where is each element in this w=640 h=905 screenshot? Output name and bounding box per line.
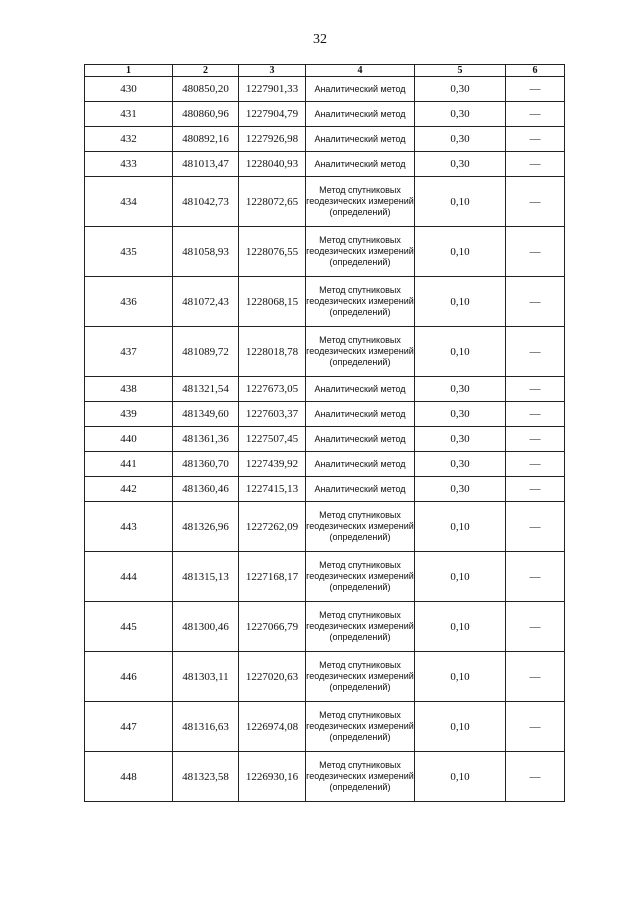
column-header-3: 3 [239, 65, 306, 77]
method-cell: Аналитический метод [306, 127, 415, 152]
table-row [85, 752, 565, 802]
table-row [85, 477, 565, 502]
note-cell: — [506, 402, 565, 427]
method-cell: Аналитический метод [306, 77, 415, 102]
y-coordinate-cell: 1228040,93 [239, 152, 306, 177]
note-cell: — [506, 502, 565, 552]
point-number-cell: 438 [85, 377, 173, 402]
note-cell: — [506, 152, 565, 177]
note-cell: — [506, 427, 565, 452]
method-cell: Аналитический метод [306, 477, 415, 502]
accuracy-cell: 0,10 [415, 502, 506, 552]
accuracy-cell: 0,10 [415, 752, 506, 802]
y-coordinate-cell: 1227020,63 [239, 652, 306, 702]
y-coordinate-cell: 1228072,65 [239, 177, 306, 227]
column-header-1: 1 [85, 65, 173, 77]
point-number-cell: 447 [85, 702, 173, 752]
table-row [85, 502, 565, 552]
accuracy-cell: 0,30 [415, 102, 506, 127]
accuracy-cell: 0,30 [415, 127, 506, 152]
table-row [85, 702, 565, 752]
note-cell: — [506, 77, 565, 102]
method-cell: Метод спутниковых геодезических измерений (определений) [306, 502, 415, 552]
point-number-cell: 437 [85, 327, 173, 377]
method-cell: Метод спутниковых геодезических измерений (определений) [306, 177, 415, 227]
point-number-cell: 435 [85, 227, 173, 277]
y-coordinate-cell: 1227066,79 [239, 602, 306, 652]
x-coordinate-cell: 481315,13 [173, 552, 239, 602]
y-coordinate-cell: 1228018,78 [239, 327, 306, 377]
x-coordinate-cell: 481316,63 [173, 702, 239, 752]
method-cell: Аналитический метод [306, 152, 415, 177]
x-coordinate-cell: 481326,96 [173, 502, 239, 552]
point-number-cell: 439 [85, 402, 173, 427]
coordinates-table [84, 64, 565, 802]
accuracy-cell: 0,10 [415, 177, 506, 227]
x-coordinate-cell: 480850,20 [173, 77, 239, 102]
y-coordinate-cell: 1227901,33 [239, 77, 306, 102]
note-cell: — [506, 702, 565, 752]
x-coordinate-cell: 481361,36 [173, 427, 239, 452]
accuracy-cell: 0,30 [415, 377, 506, 402]
method-cell: Метод спутниковых геодезических измерений (определений) [306, 702, 415, 752]
table-row [85, 152, 565, 177]
method-cell: Метод спутниковых геодезических измерений (определений) [306, 602, 415, 652]
point-number-cell: 440 [85, 427, 173, 452]
table-row [85, 102, 565, 127]
x-coordinate-cell: 480892,16 [173, 127, 239, 152]
column-header-4: 4 [306, 65, 415, 77]
accuracy-cell: 0,10 [415, 277, 506, 327]
y-coordinate-cell: 1227673,05 [239, 377, 306, 402]
method-cell: Метод спутниковых геодезических измерений (определений) [306, 327, 415, 377]
accuracy-cell: 0,10 [415, 327, 506, 377]
note-cell: — [506, 377, 565, 402]
table-row [85, 327, 565, 377]
method-cell: Метод спутниковых геодезических измерений (определений) [306, 227, 415, 277]
x-coordinate-cell: 481042,73 [173, 177, 239, 227]
note-cell: — [506, 452, 565, 477]
y-coordinate-cell: 1227926,98 [239, 127, 306, 152]
method-cell: Аналитический метод [306, 102, 415, 127]
point-number-cell: 444 [85, 552, 173, 602]
point-number-cell: 445 [85, 602, 173, 652]
point-number-cell: 436 [85, 277, 173, 327]
y-coordinate-cell: 1227507,45 [239, 427, 306, 452]
table-row [85, 552, 565, 602]
note-cell: — [506, 552, 565, 602]
accuracy-cell: 0,10 [415, 702, 506, 752]
page-number: 32 [313, 32, 327, 47]
note-cell: — [506, 227, 565, 277]
accuracy-cell: 0,10 [415, 652, 506, 702]
x-coordinate-cell: 481072,43 [173, 277, 239, 327]
accuracy-cell: 0,30 [415, 77, 506, 102]
accuracy-cell: 0,30 [415, 452, 506, 477]
point-number-cell: 432 [85, 127, 173, 152]
accuracy-cell: 0,10 [415, 227, 506, 277]
note-cell: — [506, 752, 565, 802]
x-coordinate-cell: 481089,72 [173, 327, 239, 377]
method-cell: Метод спутниковых геодезических измерений (определений) [306, 652, 415, 702]
table-row [85, 452, 565, 477]
y-coordinate-cell: 1227439,92 [239, 452, 306, 477]
x-coordinate-cell: 481058,93 [173, 227, 239, 277]
accuracy-cell: 0,10 [415, 602, 506, 652]
point-number-cell: 442 [85, 477, 173, 502]
note-cell: — [506, 652, 565, 702]
method-cell: Аналитический метод [306, 377, 415, 402]
table-row [85, 377, 565, 402]
table-row [85, 77, 565, 102]
point-number-cell: 443 [85, 502, 173, 552]
point-number-cell: 434 [85, 177, 173, 227]
x-coordinate-cell: 481360,46 [173, 477, 239, 502]
table-row [85, 127, 565, 152]
accuracy-cell: 0,10 [415, 552, 506, 602]
table-row [85, 177, 565, 227]
point-number-cell: 446 [85, 652, 173, 702]
method-cell: Аналитический метод [306, 452, 415, 477]
note-cell: — [506, 277, 565, 327]
column-header-2: 2 [173, 65, 239, 77]
point-number-cell: 448 [85, 752, 173, 802]
y-coordinate-cell: 1226930,16 [239, 752, 306, 802]
table-header [85, 65, 565, 77]
table-body [85, 77, 565, 802]
point-number-cell: 431 [85, 102, 173, 127]
table-row [85, 427, 565, 452]
x-coordinate-cell: 481349,60 [173, 402, 239, 427]
note-cell: — [506, 127, 565, 152]
note-cell: — [506, 102, 565, 127]
y-coordinate-cell: 1227603,37 [239, 402, 306, 427]
y-coordinate-cell: 1227262,09 [239, 502, 306, 552]
y-coordinate-cell: 1227904,79 [239, 102, 306, 127]
y-coordinate-cell: 1228068,15 [239, 277, 306, 327]
note-cell: — [506, 327, 565, 377]
column-header-5: 5 [415, 65, 506, 77]
accuracy-cell: 0,30 [415, 477, 506, 502]
y-coordinate-cell: 1226974,08 [239, 702, 306, 752]
accuracy-cell: 0,30 [415, 152, 506, 177]
method-cell: Метод спутниковых геодезических измерений (определений) [306, 752, 415, 802]
note-cell: — [506, 477, 565, 502]
accuracy-cell: 0,30 [415, 427, 506, 452]
point-number-cell: 430 [85, 77, 173, 102]
point-number-cell: 433 [85, 152, 173, 177]
method-cell: Аналитический метод [306, 427, 415, 452]
x-coordinate-cell: 481360,70 [173, 452, 239, 477]
column-header-6: 6 [506, 65, 565, 77]
table-row [85, 602, 565, 652]
table-row [85, 277, 565, 327]
x-coordinate-cell: 481303,11 [173, 652, 239, 702]
y-coordinate-cell: 1227415,13 [239, 477, 306, 502]
x-coordinate-cell: 481323,58 [173, 752, 239, 802]
note-cell: — [506, 177, 565, 227]
method-cell: Метод спутниковых геодезических измерений (определений) [306, 552, 415, 602]
point-number-cell: 441 [85, 452, 173, 477]
accuracy-cell: 0,30 [415, 402, 506, 427]
y-coordinate-cell: 1227168,17 [239, 552, 306, 602]
method-cell: Метод спутниковых геодезических измерений (определений) [306, 277, 415, 327]
method-cell: Аналитический метод [306, 402, 415, 427]
table-row [85, 652, 565, 702]
x-coordinate-cell: 480860,96 [173, 102, 239, 127]
note-cell: — [506, 602, 565, 652]
x-coordinate-cell: 481300,46 [173, 602, 239, 652]
table-row [85, 402, 565, 427]
x-coordinate-cell: 481321,54 [173, 377, 239, 402]
y-coordinate-cell: 1228076,55 [239, 227, 306, 277]
table-row [85, 227, 565, 277]
x-coordinate-cell: 481013,47 [173, 152, 239, 177]
